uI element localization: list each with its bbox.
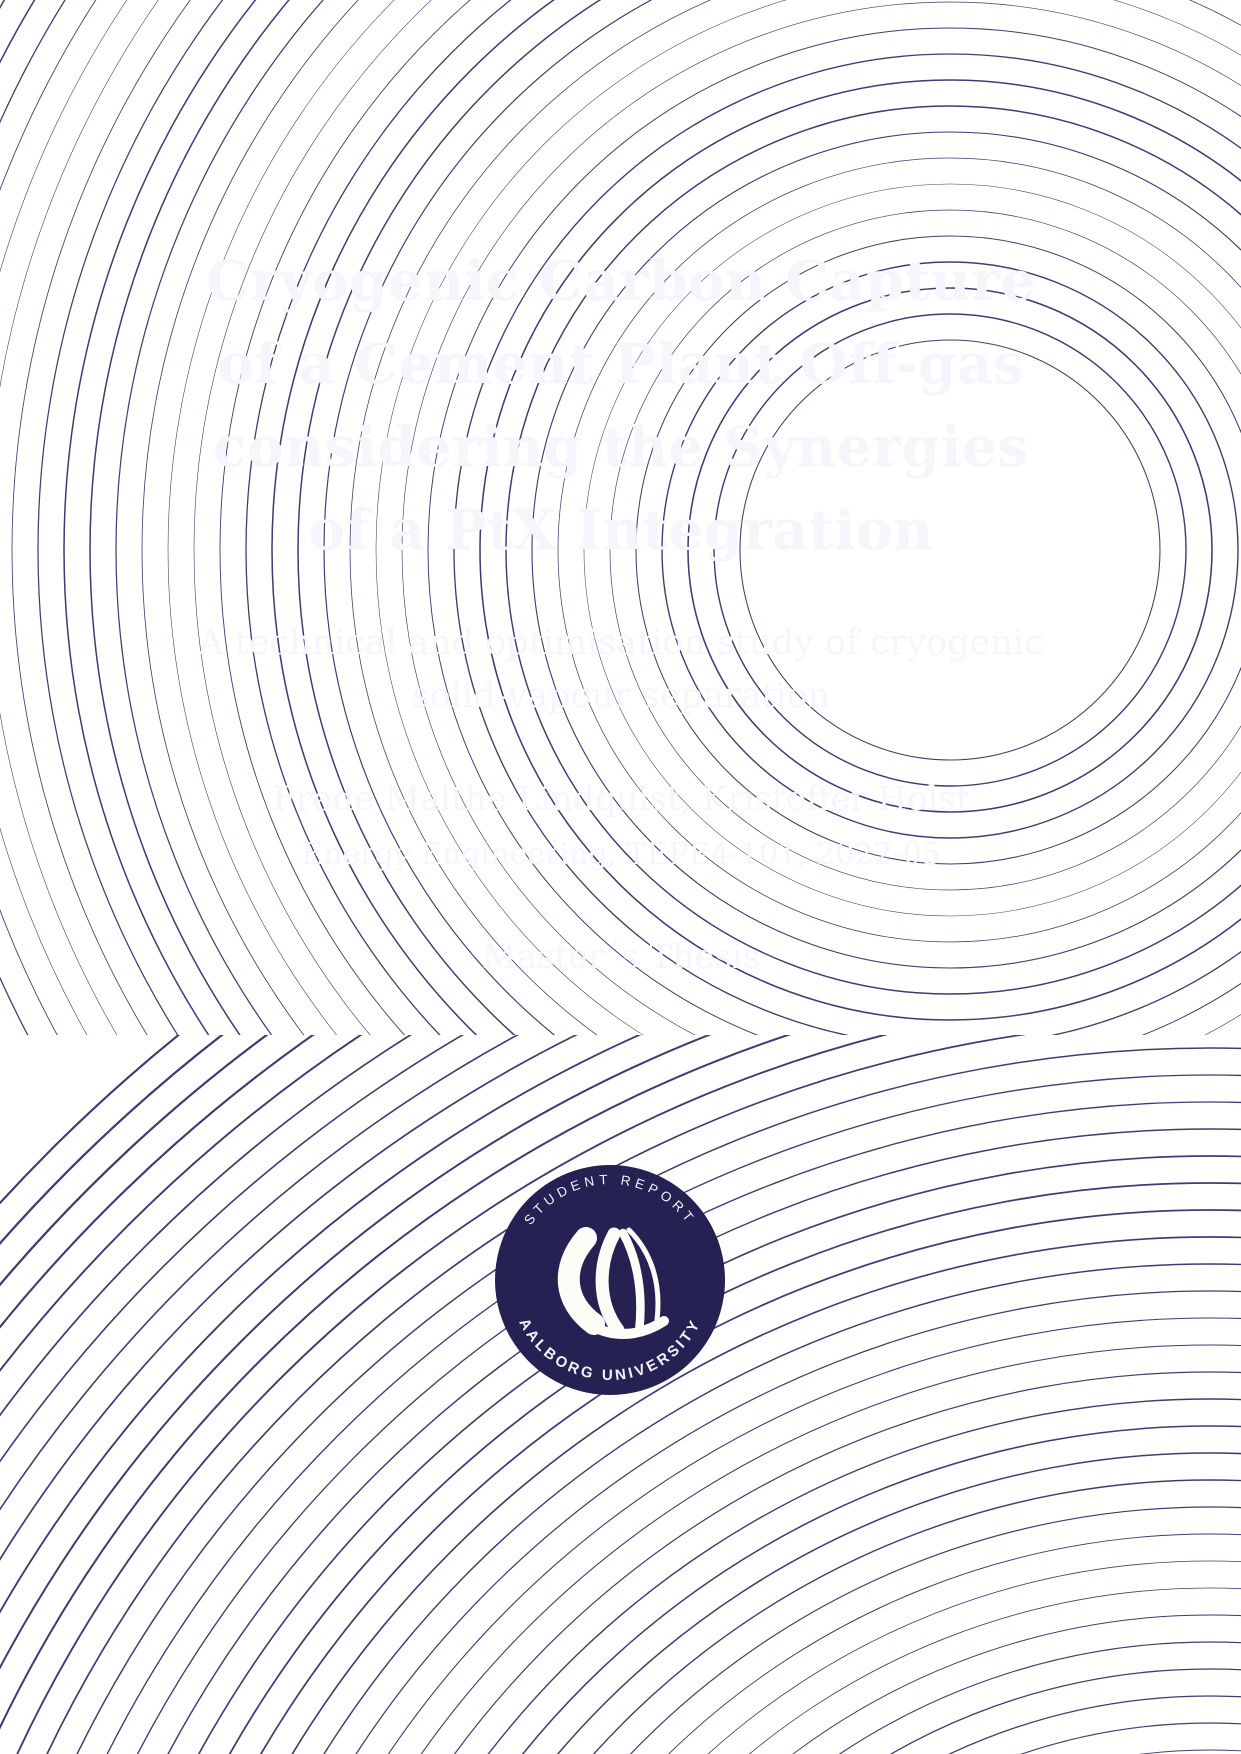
badge-bottom-label: AALBORG UNIVERSITY — [515, 1315, 705, 1385]
aau-student-report-badge — [495, 1165, 725, 1395]
title-line-3: considering the Synergies — [213, 414, 1029, 479]
subtitle-line-2: solid-vapour separation — [411, 676, 831, 716]
subtitle-line-1: A technical and optimisation study of cryogenic — [198, 623, 1044, 663]
title-line-2: of a Cement Plant Off-gas — [217, 331, 1025, 396]
thesis-title — [167, 239, 1075, 571]
authors: Frede Malthe Lindquist, Kristoffer Holst — [272, 779, 970, 819]
title-line-1: Cryogenic Carbon Capture — [205, 248, 1037, 313]
report-type: Master´s Thesis — [481, 937, 761, 977]
badge-top-label: STUDENT REPORT — [521, 1171, 699, 1228]
title-line-4: of a PtX Integration — [308, 497, 934, 562]
cover-panel — [167, 197, 1075, 1022]
programme-info: Energy Engineering, TEPE4-101, 2022-05 — [301, 837, 941, 872]
badge-circle — [495, 1165, 725, 1395]
thesis-subtitle — [167, 617, 1075, 723]
